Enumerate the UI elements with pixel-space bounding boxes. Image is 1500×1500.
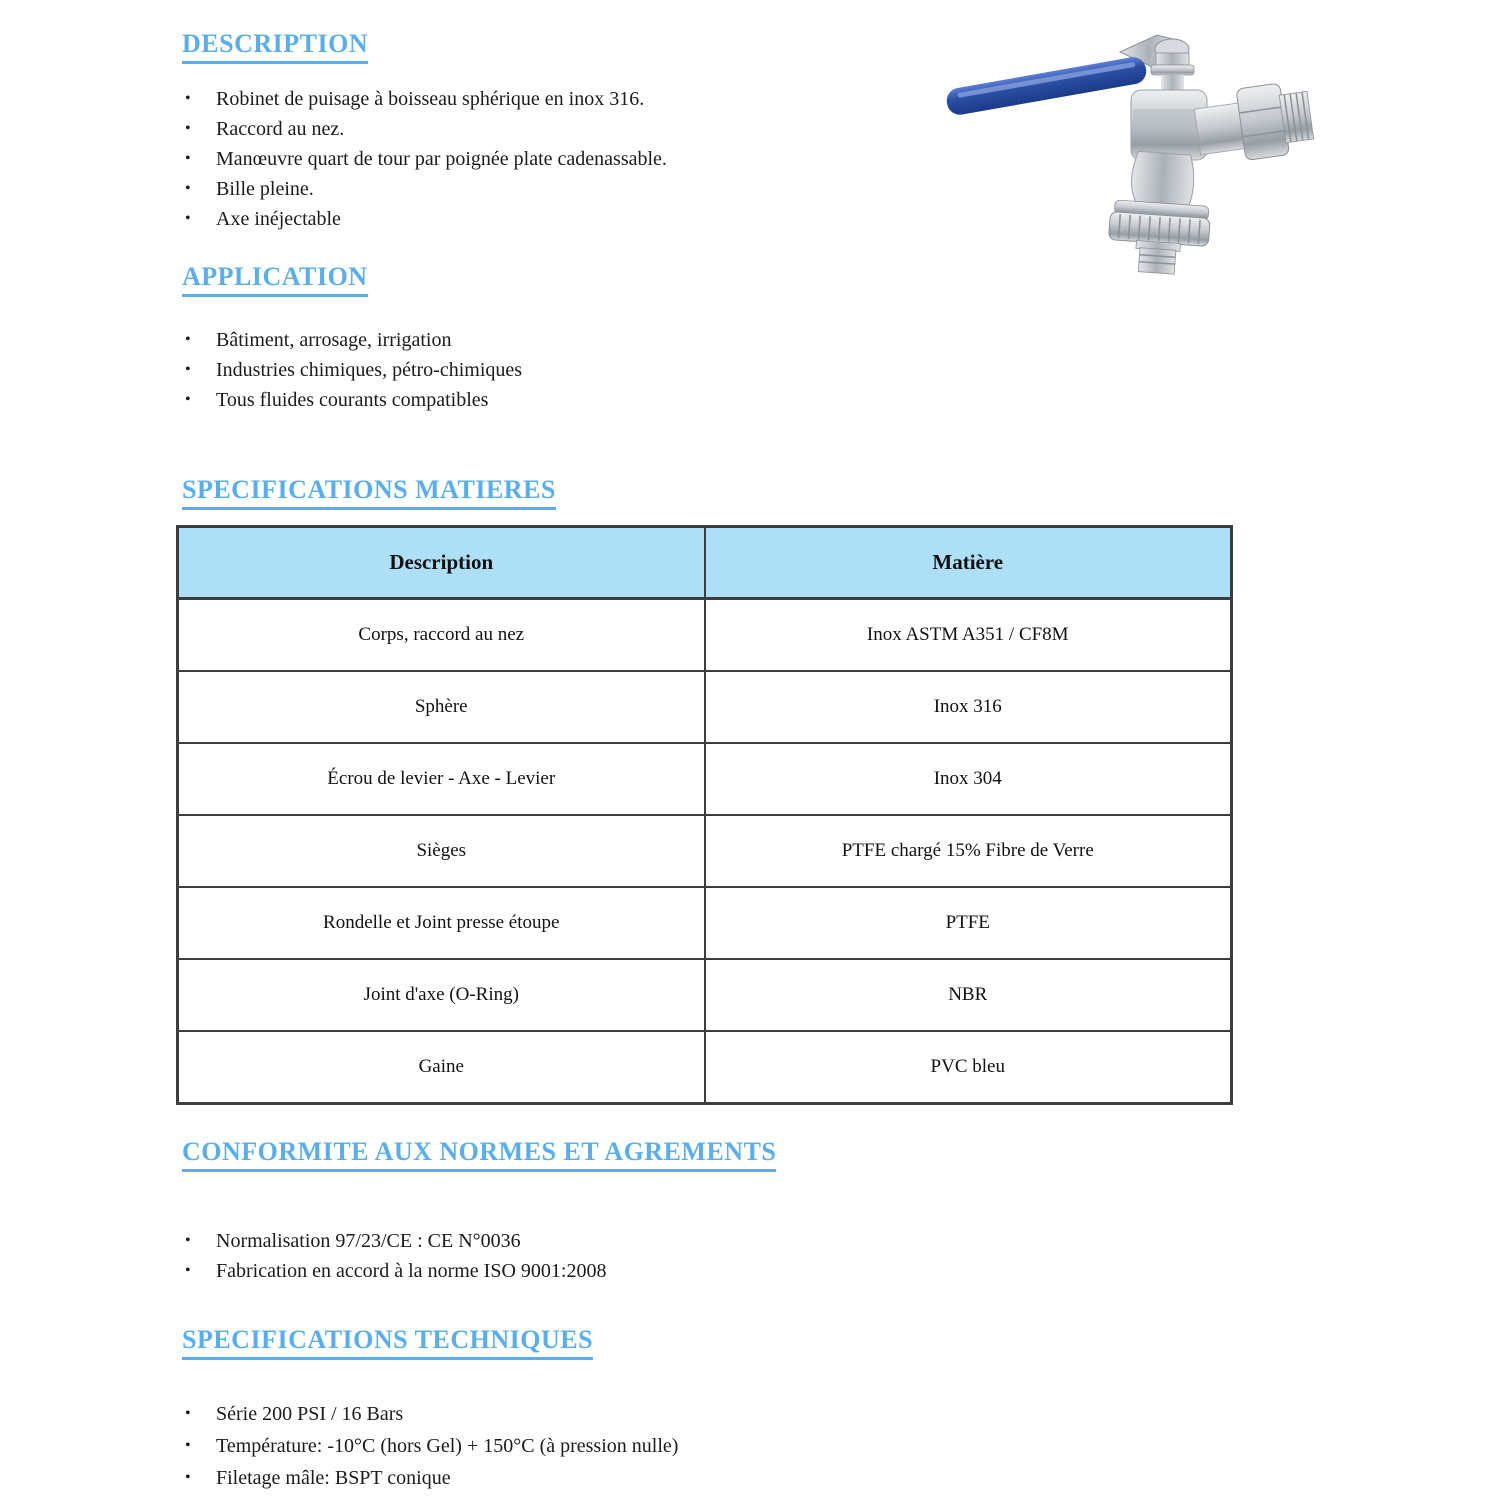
spec-techniques-list (182, 1398, 678, 1494)
table-row (178, 671, 1232, 743)
section-title-application: APPLICATION (182, 263, 368, 297)
list-item: • Filetage mâle: BSPT conique (182, 1462, 678, 1494)
materials-table (176, 525, 1233, 1105)
list-item: • Normalisation 97/23/CE : CE N°0036 (182, 1226, 606, 1256)
section-title-spec-matieres: SPECIFICATIONS MATIERES (182, 476, 556, 510)
table-cell: PVC bleu (705, 1031, 1232, 1104)
table-row (178, 815, 1232, 887)
section-title-spec-techniques: SPECIFICATIONS TECHNIQUES (182, 1326, 593, 1360)
table-row (178, 599, 1232, 672)
list-item: • Robinet de puisage à boisseau sphérique en inox 316. (182, 84, 667, 114)
description-list (182, 84, 667, 234)
table-cell: Rondelle et Joint presse étoupe (178, 887, 705, 959)
table-cell: Joint d'axe (O-Ring) (178, 959, 705, 1031)
list-item: • Fabrication en accord à la norme ISO 9001:2008 (182, 1256, 606, 1286)
valve-spout (1106, 150, 1214, 275)
table-row (178, 743, 1232, 815)
list-item: • Axe inéjectable (182, 204, 667, 234)
list-item: • Raccord au nez. (182, 114, 667, 144)
table-row (178, 959, 1232, 1031)
table-cell: Sphère (178, 671, 705, 743)
table-cell: Gaine (178, 1031, 705, 1104)
product-image-valve (935, 5, 1315, 275)
list-item: • Série 200 PSI / 16 Bars (182, 1398, 678, 1430)
table-cell: Sièges (178, 815, 705, 887)
table-cell: Inox 316 (705, 671, 1232, 743)
table-header-matiere: Matière (705, 527, 1232, 599)
list-item: • Bâtiment, arrosage, irrigation (182, 325, 522, 355)
table-header-description: Description (178, 527, 705, 599)
table-header-row (178, 527, 1232, 599)
list-item: • Température: -10°C (hors Gel) + 150°C (à pression nulle) (182, 1430, 678, 1462)
table-cell: Inox 304 (705, 743, 1232, 815)
table-row (178, 1031, 1232, 1104)
table-cell: NBR (705, 959, 1232, 1031)
conformite-list (182, 1226, 606, 1286)
list-item: • Industries chimiques, pétro-chimiques (182, 355, 522, 385)
table-row (178, 887, 1232, 959)
table-cell: Inox ASTM A351 / CF8M (705, 599, 1232, 672)
application-list (182, 325, 522, 415)
section-title-conformite: CONFORMITE AUX NORMES ET AGREMENTS (182, 1138, 776, 1172)
valve-stem-nut (1151, 39, 1194, 93)
table-cell: PTFE chargé 15% Fibre de Verre (705, 815, 1232, 887)
list-item: • Tous fluides courants compatibles (182, 385, 522, 415)
table-cell: PTFE (705, 887, 1232, 959)
list-item: • Manœuvre quart de tour par poignée plate cadenassable. (182, 144, 667, 174)
list-item: • Bille pleine. (182, 174, 667, 204)
table-cell: Écrou de levier - Axe - Levier (178, 743, 705, 815)
table-cell: Corps, raccord au nez (178, 599, 705, 672)
section-title-description: DESCRIPTION (182, 30, 368, 64)
valve-handle-grip (945, 55, 1149, 117)
